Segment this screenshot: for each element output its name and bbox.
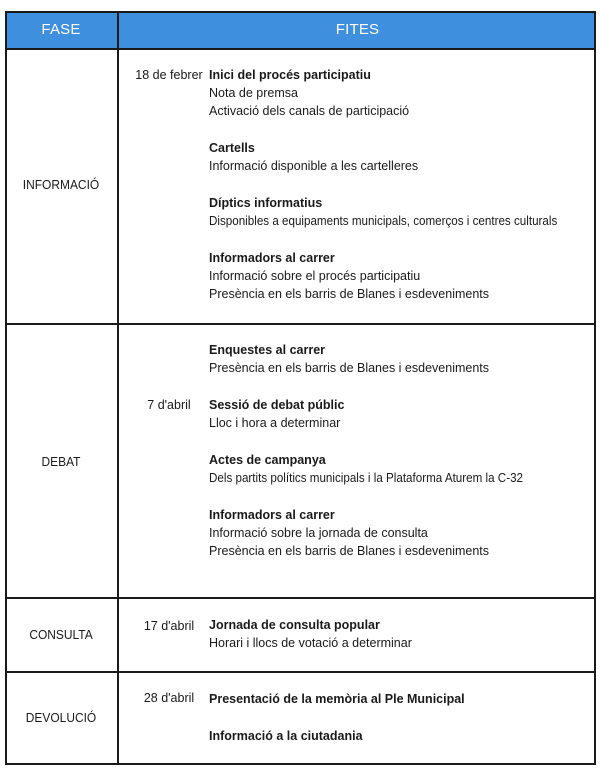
border-bottom: [5, 763, 596, 765]
milestone-title: Actes de campanya: [209, 453, 326, 467]
milestone-title: Jornada de consulta popular: [209, 618, 380, 632]
column-divider: [117, 11, 119, 765]
milestone-title: Cartells: [209, 141, 255, 155]
border-right: [594, 11, 596, 765]
milestone-detail: Horari i llocs de votació a determinar: [209, 636, 412, 650]
phase-label-informacio: INFORMACIÓ: [22, 177, 100, 192]
border-top: [5, 11, 596, 13]
milestone-item: [209, 194, 593, 230]
milestone-item: [209, 66, 593, 120]
milestone-detail: Informació sobre la jornada de consulta: [209, 526, 428, 540]
phase-label-devolucio: DEVOLUCIÓ: [25, 710, 97, 725]
milestone-detail: Disponibles a equipaments municipals, comerços i centres culturals: [209, 214, 558, 228]
milestone-item: [209, 506, 593, 560]
milestone-title: Informadors al carrer: [209, 251, 335, 265]
milestone-detail: Informació disponible a les cartelleres: [209, 159, 419, 173]
milestone-detail: Dels partits polítics municipals i la Plataforma Aturem la C-32: [209, 471, 524, 485]
milestone-detail: Presència en els barris de Blanes i esdeveniments: [209, 361, 490, 375]
milestone-item: [209, 249, 593, 303]
milestone-item: [209, 341, 593, 377]
phase-date: 7 d'abril: [147, 398, 191, 412]
milestone-title: Díptics informatius: [209, 196, 323, 210]
milestone-detail: Presència en els barris de Blanes i esdeveniments: [209, 287, 490, 301]
milestone-item: [209, 139, 593, 175]
phase-date: 28 d'abril: [143, 691, 195, 705]
milestone-detail: Informació sobre el procés participatiu: [209, 269, 421, 283]
milestone-item: [209, 396, 593, 432]
phase-date: 18 de febrer: [135, 68, 203, 82]
milestone-detail: Lloc i hora a determinar: [209, 416, 341, 430]
milestone-detail: Presència en els barris de Blanes i esdeveniments: [209, 544, 490, 558]
phase-label-debat: DEBAT: [41, 454, 81, 469]
milestones-table: [5, 11, 596, 765]
milestone-title: Enquestes al carrer: [209, 343, 326, 357]
milestone-title: Sessió de debat públic: [209, 398, 345, 412]
row-divider: [5, 48, 596, 50]
row-divider: [5, 597, 596, 599]
milestone-title: Informadors al carrer: [209, 508, 335, 522]
milestone-detail: Nota de premsa: [209, 86, 298, 100]
milestone-item: [209, 451, 593, 487]
milestone-detail: Activació dels canals de participació: [209, 104, 410, 118]
milestone-item: [209, 616, 593, 652]
milestone-title: Presentació de la memòria al Ple Municipal: [209, 692, 465, 706]
phase-date: 17 d'abril: [143, 619, 195, 633]
header-fase: FASE: [5, 11, 117, 48]
row-divider: [5, 323, 596, 325]
header-fites: FITES: [119, 11, 596, 48]
milestone-title: Inici del procés participatiu: [209, 68, 371, 82]
row-divider: [5, 671, 596, 673]
milestone-item: [209, 690, 593, 708]
milestone-item: [209, 727, 593, 745]
phase-label-consulta: CONSULTA: [29, 627, 93, 642]
milestone-title: Informació a la ciutadania: [209, 729, 363, 743]
border-left: [5, 11, 7, 765]
